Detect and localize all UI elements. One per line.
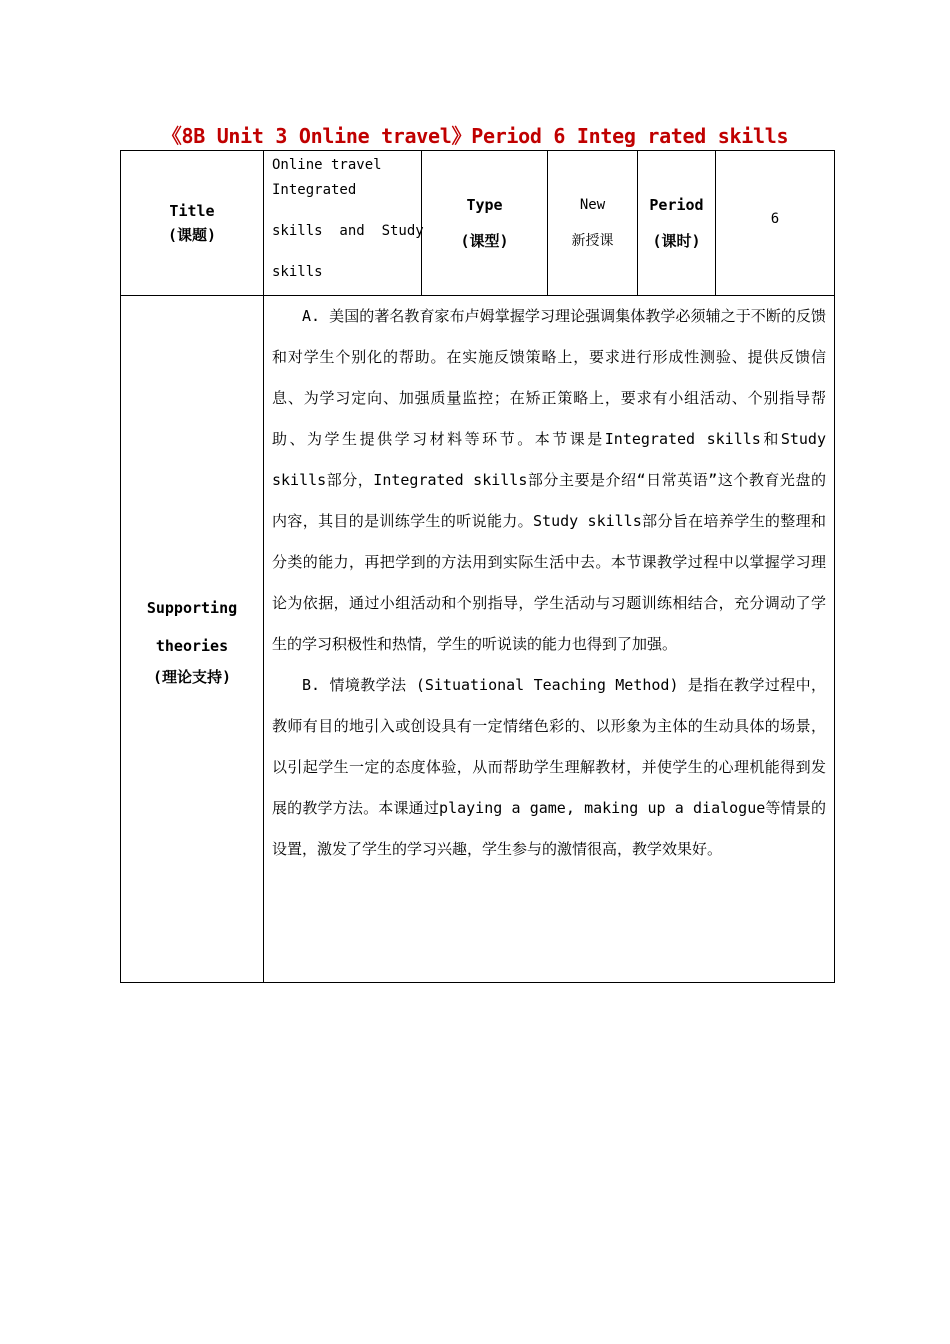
title-value-line: Integrated <box>272 182 357 198</box>
theories-label: theories <box>155 637 229 655</box>
theories-label-cn: (理论支持) <box>152 668 232 686</box>
title-value-line: skills <box>272 264 323 280</box>
supporting-theories-label-cell <box>121 296 264 983</box>
theory-text-cell <box>264 296 835 983</box>
document-title: 《8B Unit 3 Online travel》Period 6 Integ rated skills <box>161 124 789 148</box>
title-label: Title <box>169 202 215 220</box>
period-value: 6 <box>770 211 780 227</box>
period-label-cn: (课时) <box>652 232 701 250</box>
period-value-cell <box>716 151 835 296</box>
type-value-cell <box>548 151 638 296</box>
title-label-cn: (课题) <box>167 226 217 244</box>
type-label-cell <box>422 151 548 296</box>
period-label-cell <box>638 151 716 296</box>
header-row <box>121 151 835 296</box>
lesson-plan-table <box>120 150 835 983</box>
title-value-cell <box>264 151 422 296</box>
type-label-cn: (课型) <box>460 232 509 250</box>
type-label: Type <box>466 196 503 214</box>
title-label-cell <box>121 151 264 296</box>
paragraph-a: A. 美国的著名教育家布卢姆掌握学习理论强调集体教学必须辅之于不断的反馈和对学生个别化的帮助。在实施反馈策略上，要求进行形成性测验、提供反馈信息、为学习定向、加强质量监控；在矫正策略上，要求有小组活动、个别指导帮助、为学生提供学习材料等环节。本节课是Integrated skills和Study skills部分，Integrated skills部分主要是介绍“日常英语”这个教育光盘的内容，其目的是训练学生的听说能力。Study skills部分旨在培养学生的整理和分类的能力，再把学到的方法用到实际生活中去。本节课教学过程中以掌握学习理论为依据，通过小组活动和个别指导，学生活动与习题训练相结合，充分调动了学生的学习积极性和热情，学生的听说读的能力也得到了加强。 <box>272 307 826 653</box>
period-label: Period <box>649 196 704 214</box>
supporting-label: Supporting <box>146 599 238 617</box>
type-value-cn: 新授课 <box>571 233 614 249</box>
theory-row <box>121 296 835 983</box>
title-value-line: Online travel <box>272 157 382 173</box>
type-value: New <box>579 197 606 213</box>
title-value-line: skills and Study <box>272 223 424 239</box>
paragraph-b: B. 情境教学法 (Situational Teaching Method) 是指在教学过程中，教师有目的地引入或创设具有一定情绪色彩的、以形象为主体的生动具体的场景，以引起学生一定的态度体验，从而帮助学生理解教材，并使学生的心理机能得到发展的教学方法。本课通过playing a game, making up a dialogue等情景的设置，激发了学生的学习兴趣，学生参与的激情很高，教学效果好。 <box>272 676 826 858</box>
